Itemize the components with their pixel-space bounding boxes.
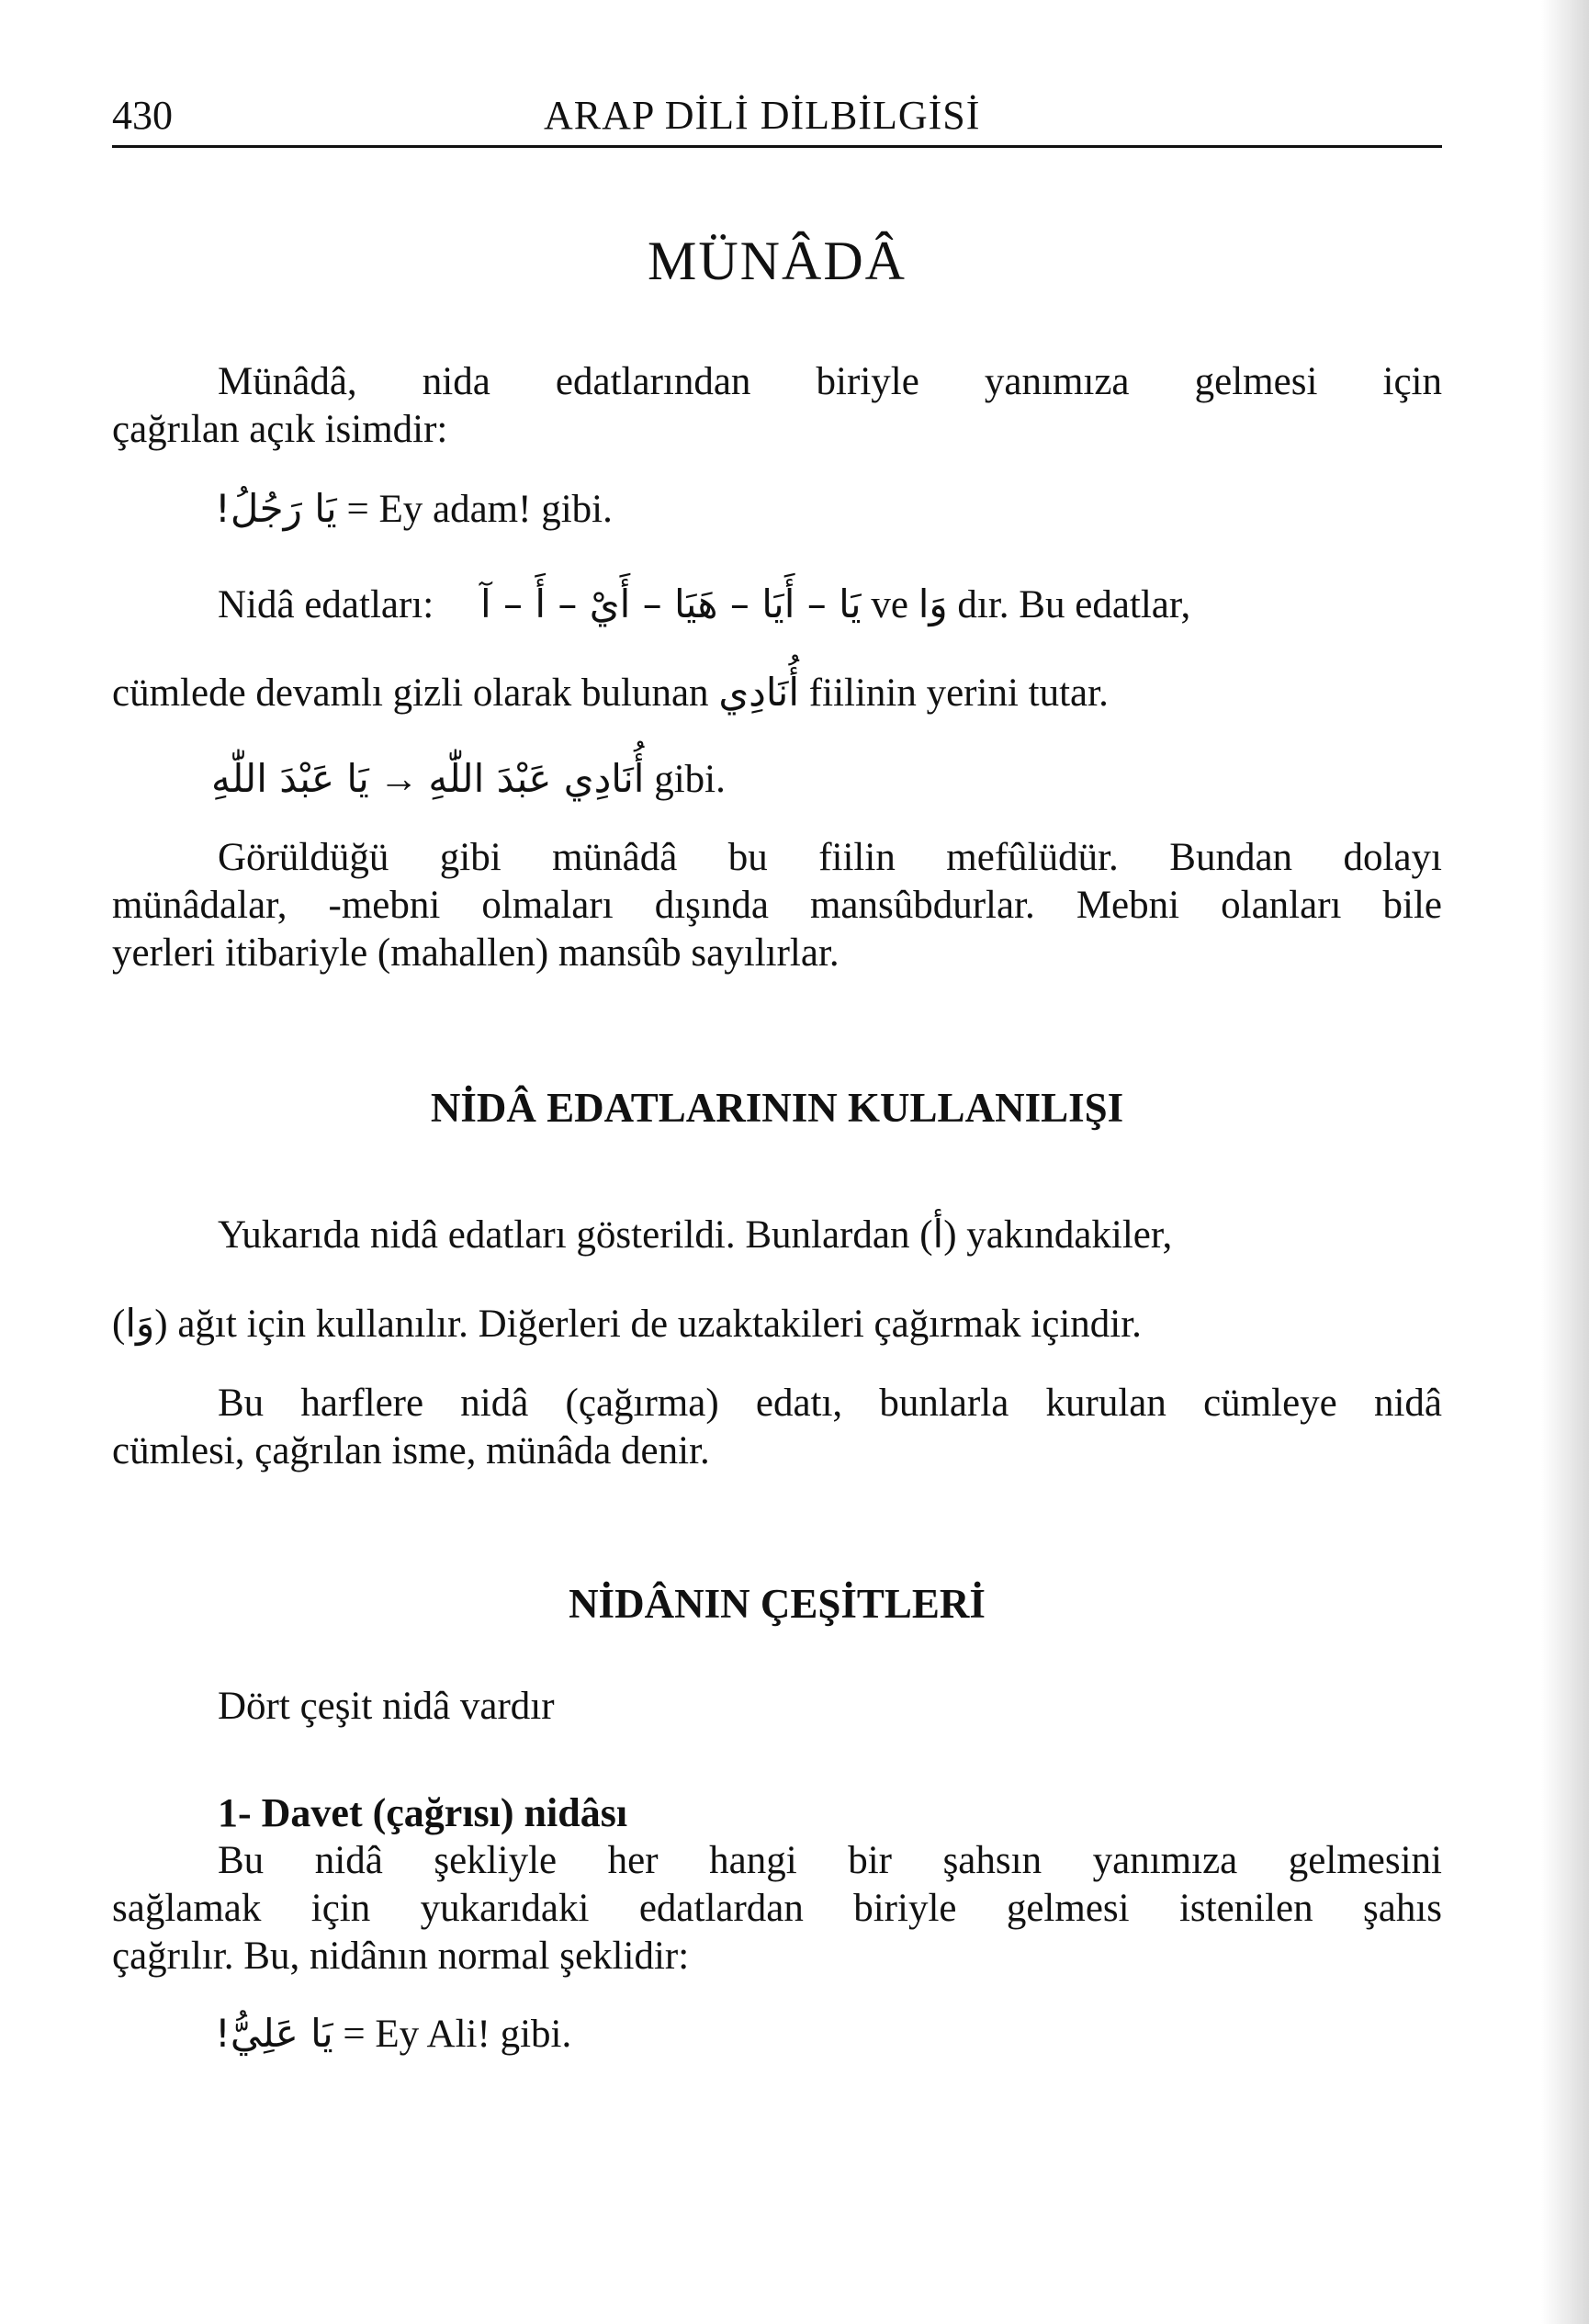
intro-line-1: Münâdâ, nida edatlarından biriyle yanımıza gelmesi için (218, 360, 1442, 403)
edatlar-arabic: يَا – أَيَا – هَيَا – أَيْ – أَ – آ (479, 581, 862, 626)
example-3-text: = Ey Ali! gibi. (343, 2013, 572, 2056)
paragraph-4 (112, 1380, 1442, 1475)
example-3-arabic: يَا عَلِيُّ! (215, 2011, 333, 2056)
example-2-arabic-right: أُنَادِي عَبْدَ اللّٰهِ (428, 756, 645, 801)
intro-paragraph (112, 358, 1442, 454)
paragraph-3-line-1-after: ) yakındakiler, (943, 1213, 1173, 1257)
sentence-2-after: fiilinin yerini tutar. (808, 671, 1109, 715)
subheading-1: 1- Davet (çağrısı) nidâsı (218, 1790, 628, 1835)
paragraph-5: Dört çeşit nidâ vardır (218, 1685, 555, 1728)
example-1-text: = Ey adam! gibi. (346, 488, 613, 531)
sentence-2-before: cümlede devamlı gizli olarak bulunan (112, 671, 709, 715)
example-2 (112, 755, 1442, 804)
paragraph-6-line-3: çağrılır. Bu, nidânın normal şeklidir: (112, 1935, 690, 1978)
example-2-arabic-left: يَا عَبْدَ اللّٰهِ (211, 756, 369, 801)
paragraph-2-line-1: Görüldüğü gibi münâdâ bu fiilin mefûlüdür. Bundan dolayı (218, 836, 1442, 879)
paragraph-4-line-2: cümlesi, çağrılan isme, münâda denir. (112, 1429, 710, 1472)
edatlar-label: Nidâ edatları: (218, 583, 434, 626)
paragraph-3-line-2 (112, 1300, 1442, 1348)
example-1 (112, 485, 1442, 534)
paragraph-6 (112, 1837, 1442, 1980)
page-title: MÜNÂDÂ (648, 231, 907, 291)
sentence-2 (112, 669, 1442, 717)
example-1-arabic: يَا رَجُلُ! (215, 486, 337, 531)
paragraph-3-line-2-after: ) ağıt için kullanılır. Diğerleri de uzaktakileri çağırmak içindir. (154, 1303, 1142, 1346)
edatlar-rest: dır. Bu edatlar, (957, 583, 1191, 626)
paragraph-3-line-1-before: Yukarıda nidâ edatları gösterildi. Bunlardan ( (218, 1213, 933, 1257)
paragraph-3-line-1-arabic: أ (932, 1212, 944, 1257)
intro-line-2: çağrılan açık isimdir: (112, 408, 448, 451)
edatlar-wa: وَا (918, 581, 948, 626)
paragraph-3-line-1 (112, 1211, 1442, 1259)
edatlar-ve: ve (871, 583, 908, 626)
paragraph-2-line-2: münâdalar, -mebni olmaları dışında mansûbdurlar. Mebni olanları bile (112, 884, 1442, 927)
paragraph-6-line-1: Bu nidâ şekliyle her hangi bir şahsın yanımıza gelmesini (218, 1839, 1442, 1882)
example-2-gibi: gibi. (654, 758, 726, 801)
paragraph-2 (112, 834, 1442, 977)
edatlar-line (112, 581, 1442, 629)
section-heading-1: NİDÂ EDATLARININ KULLANILIŞI (430, 1085, 1124, 1131)
running-title: ARAP DİLİ DİLBİLGİSİ (544, 93, 981, 138)
paragraph-4-line-1: Bu harflere nidâ (çağırma) edatı, bunlarla kurulan cümleye nidâ (218, 1382, 1442, 1425)
paragraph-6-line-2: sağlamak için yukarıdaki edatlardan biriyle gelmesi istenilen şahıs (112, 1887, 1442, 1930)
paragraph-3-line-2-arabic: وَا (125, 1301, 155, 1346)
section-heading-2: NİDÂNIN ÇEŞİTLERİ (569, 1581, 986, 1627)
sentence-2-arabic: أُنَادِي (718, 670, 800, 715)
page-number: 430 (112, 93, 173, 138)
paragraph-3 (112, 1211, 1442, 1348)
page-edge-shadow (1541, 0, 1589, 2324)
example-2-arrow: → (378, 758, 419, 801)
page-header (112, 92, 1442, 148)
example-3 (112, 2010, 1442, 2059)
paragraph-2-line-3: yerleri itibariyle (mahallen) mansûb sayılırlar. (112, 931, 840, 975)
paragraph-3-line-2-before: ( (112, 1303, 126, 1346)
